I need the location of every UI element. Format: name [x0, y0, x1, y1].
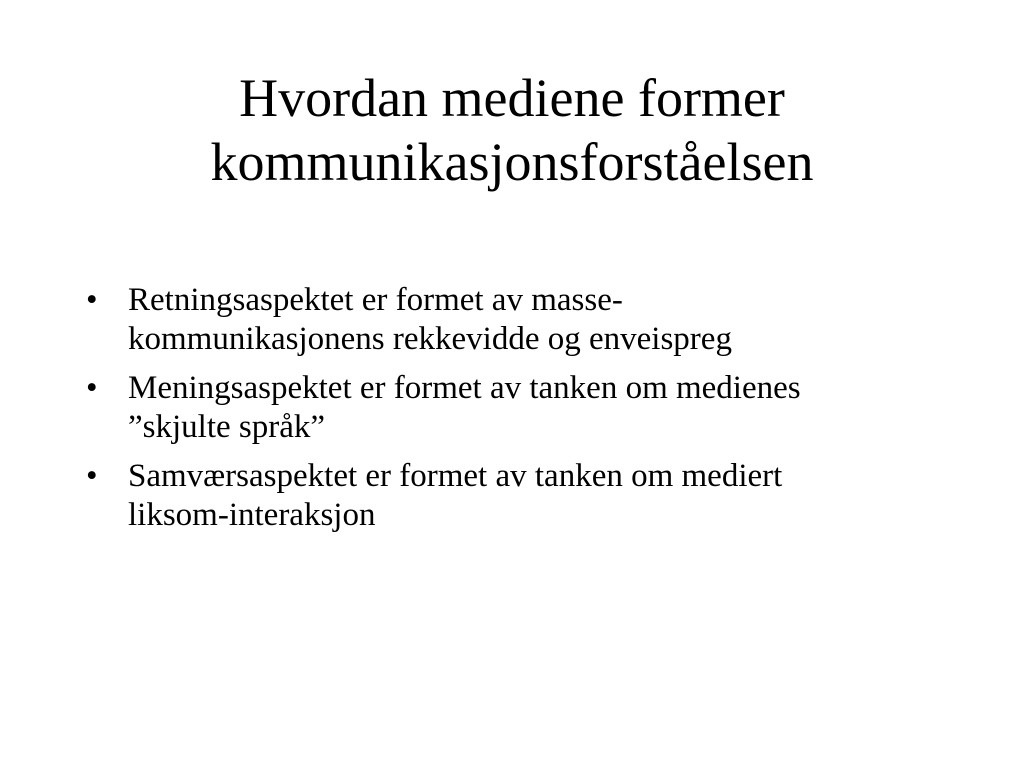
- bullet-list: [82, 281, 962, 545]
- bullet-2-line-1: Meningsaspektet er formet av tanken om medienes: [128, 370, 801, 406]
- slide-title-line-1: Hvordan mediene former: [239, 68, 785, 128]
- slide-title-line-2: kommunikasjonsforståelsen: [210, 132, 814, 192]
- bullet-1-line-2: kommunikasjonens rekkevidde og enveispreg: [128, 321, 732, 357]
- bullet-point-icon: •: [86, 370, 98, 406]
- bullet-point-icon: •: [86, 458, 98, 494]
- slide-title: [60, 66, 964, 194]
- bullet-item-samvaersaspektet: [82, 457, 962, 535]
- bullet-3-line-1: Samværsaspektet er formet av tanken om mediert: [128, 458, 783, 494]
- bullet-2-line-2: ”skjulte språk”: [128, 409, 326, 445]
- bullet-1-line-1: Retningsaspektet er formet av masse-: [128, 282, 623, 318]
- bullet-item-meningsaspektet: [82, 369, 962, 447]
- bullet-item-retningsaspektet: [82, 281, 962, 359]
- bullet-3-line-2: liksom-interaksjon: [128, 497, 376, 533]
- bullet-point-icon: •: [86, 282, 98, 318]
